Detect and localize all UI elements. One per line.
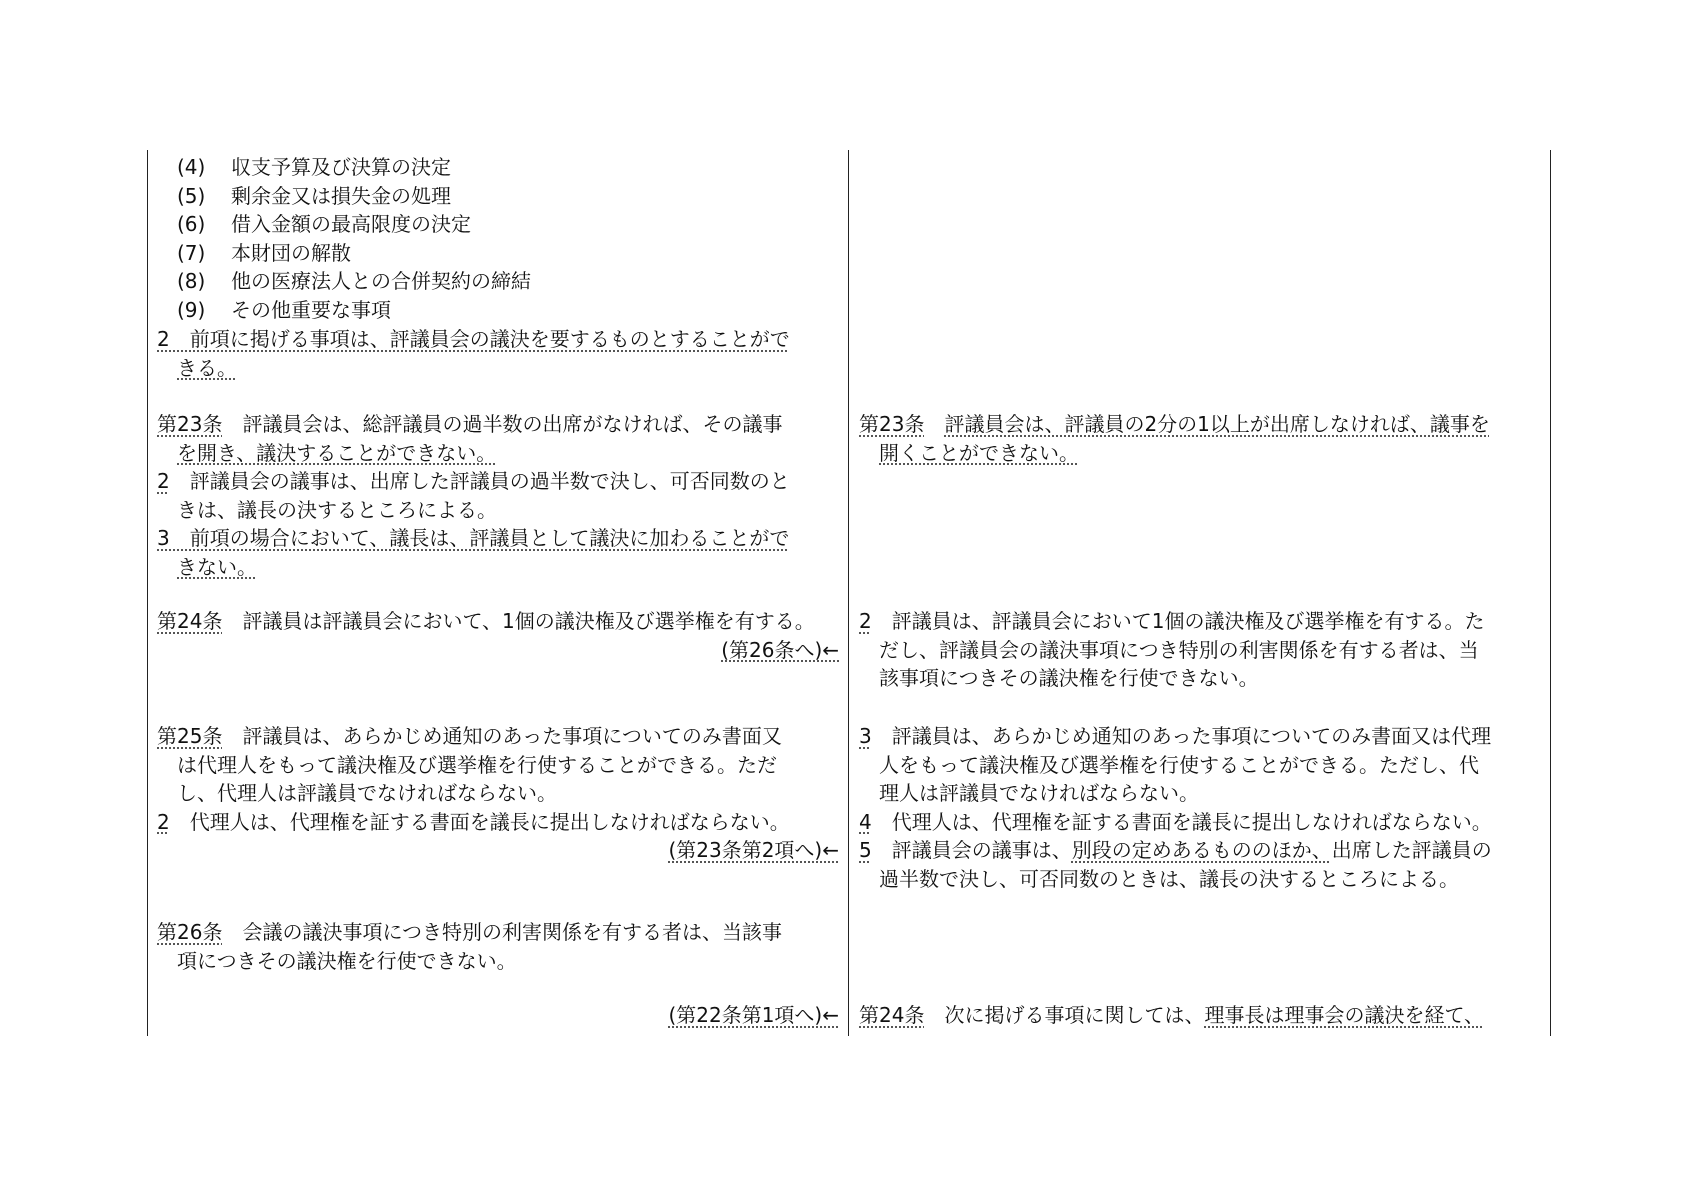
list-item: (8) 他の医療法人との合併契約の締結 (177, 269, 531, 293)
list-item: (6) 借入金額の最高限度の決定 (177, 212, 471, 236)
article-title: 第25条 (157, 724, 223, 748)
right-paragraph-2: 2 評議員は、評議員会において1個の議決権及び選挙権を有する。た だし、評議員会の議決事項につき特別の利害関係を有する者は、当 該事項につきその議決権を行使できない。 (859, 609, 1485, 690)
left-article-25: 第25条 評議員は、あらかじめ通知のあった事項についてのみ書面又 は代理人をもって議決権及び選挙権を行使することができる。ただ し、代理人は評議員でなければならない。 2 代理人は、代理権を証する書面を議長に提出しなければならない。 (第23条第2項へ)← (157, 724, 839, 862)
article-title: 第23条 (859, 412, 925, 436)
table-column-divider (848, 150, 849, 1036)
list-item: (7) 本財団の解散 (177, 240, 351, 265)
article-title: 第24条 (859, 1003, 925, 1027)
left-paragraph-2: 2 前項に掲げる事項は、評議員会の議決を要するものとすることがで きる。 (157, 327, 790, 380)
article-title: 第26条 (157, 920, 223, 944)
right-article-23: 第23条 評議員会は、評議員の2分の1以上が出席しなければ、議事を 開くことができない。 (859, 412, 1490, 465)
cross-reference: (第22条第1項へ)← (668, 1003, 839, 1027)
article-title: 第24条 (157, 609, 223, 633)
left-article-23: 第23条 評議員会は、総評議員の過半数の出席がなければ、その議事 を開き、議決することができない。 2 評議員会の議事は、出席した評議員の過半数で決し、可否同数のと きは、議長の決するところによる。 3 前項の場合において、議長は、評議員として議決に加わることがで きない。 (157, 412, 790, 579)
list-item: (4) 収支予算及び決算の決定 (177, 155, 451, 179)
right-paragraphs-3-5: 3 評議員は、あらかじめ通知のあった事項についてのみ書面又は代理 人をもって議決権及び選挙権を行使することができる。ただし、代 理人は評議員でなければならない。 4 代理人は、代理権を証する書面を議長に提出しなければならない。 5 評議員会の議事は、別段の定めあるもののほか、出席した評議員の 過半数で決し、可否同数のときは、議長の決するところによる。 (859, 724, 1492, 891)
table-right-border (1550, 150, 1551, 1036)
left-ref-22 (157, 1001, 839, 1030)
table-left-border (147, 150, 148, 1036)
right-article-24: 第24条 次に掲げる事項に関しては、理事長は理事会の議決を経て、 (859, 1003, 1485, 1027)
list-item: (9) その他重要な事項 (177, 297, 391, 322)
cross-reference: (第26条へ)← (721, 637, 839, 662)
left-article-24: 第24条 評議員は評議員会において、1個の議決権及び選挙権を有する。 (第26条へ)← (157, 609, 839, 662)
article-title: 第23条 (157, 412, 223, 436)
comparison-table (147, 150, 1551, 1036)
cross-reference: (第23条第2項へ)← (668, 838, 839, 862)
item-list (157, 153, 839, 324)
left-article-26: 第26条 会議の議決事項につき特別の利害関係を有する者は、当該事 項につきその議決権を行使できない。 (157, 920, 783, 973)
list-item: (5) 剰余金又は損失金の処理 (177, 183, 451, 208)
